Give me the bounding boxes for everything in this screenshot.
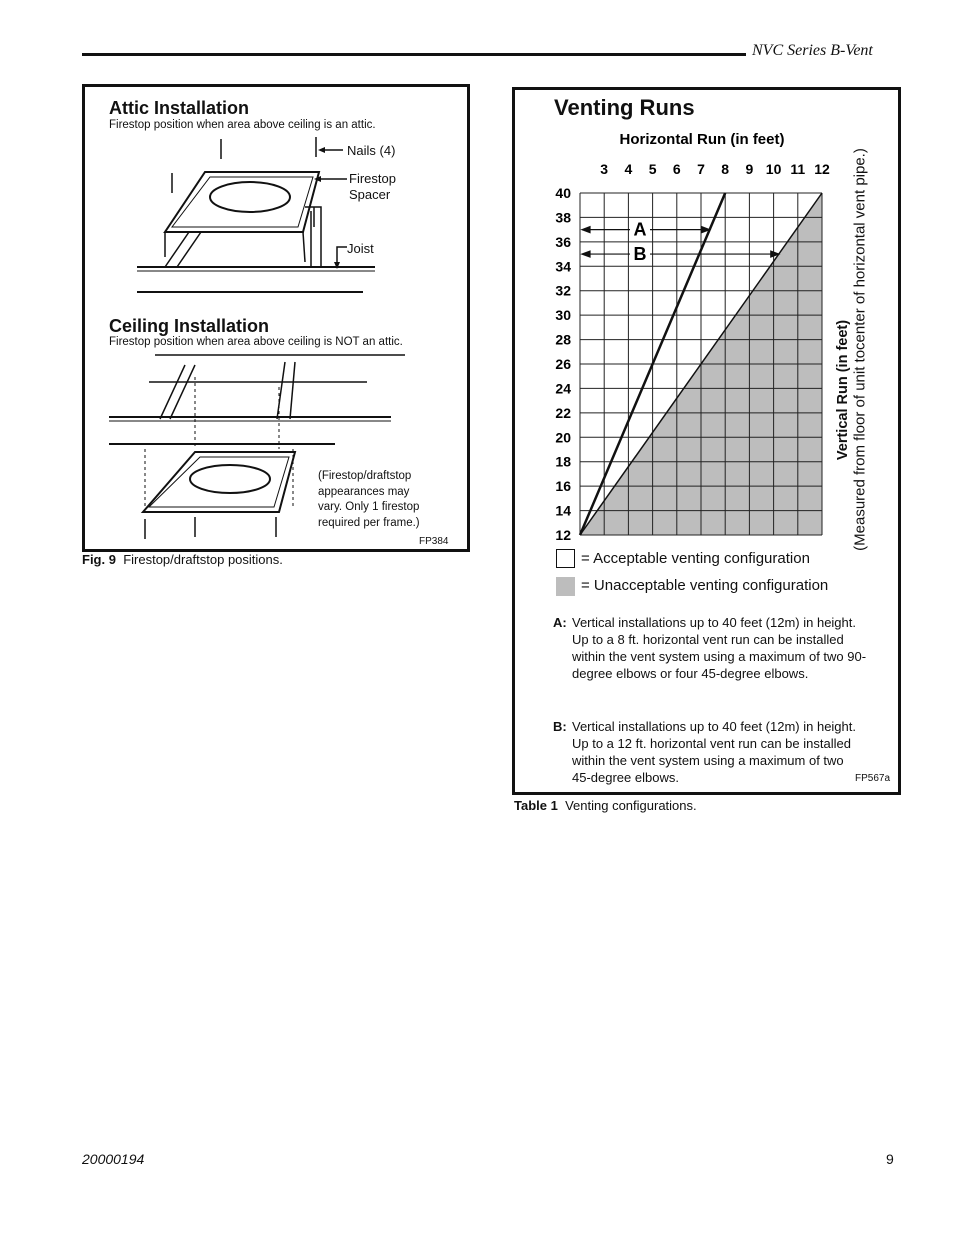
doc-number: 20000194	[82, 1151, 145, 1167]
figure-code: FP384	[419, 536, 449, 547]
y-tick-label-32: 32	[555, 282, 571, 299]
x-tick-label-11: 11	[790, 161, 806, 177]
marker-left-head-A	[582, 227, 590, 233]
note-a: A: Vertical installations up to 40 feet (12m) in height. Up to a 8 ft. horizontal vent run can be installed within the vent system using a maximum of two 90-degree elbows or four 45-degree elbows.	[553, 615, 867, 681]
x-tick-label-9: 9	[745, 161, 754, 177]
legend-unacceptable: = Unacceptable venting configuration	[581, 577, 829, 594]
y-axis-label: Vertical Run (in feet)	[835, 319, 851, 461]
y-tick-label-38: 38	[555, 209, 571, 226]
label-joist: Joist	[347, 241, 374, 256]
y-tick-label-20: 20	[555, 429, 571, 446]
y-axis-subtitle-wrapper	[845, 130, 875, 570]
x-axis-label: Horizontal Run (in feet)	[619, 131, 785, 148]
y-tick-label-24: 24	[555, 380, 571, 397]
ceiling-title: Ceiling Installation	[109, 316, 270, 336]
label-nails: Nails (4)	[347, 143, 396, 158]
x-tick-label-12: 12	[814, 161, 830, 177]
legend-swatch-unacceptable	[556, 577, 575, 596]
x-tick-label-5: 5	[648, 161, 657, 177]
table-1-caption: Table 1 Venting configurations.	[514, 798, 697, 813]
header-title: NVC Series B-Vent	[752, 42, 873, 59]
y-tick-label-26: 26	[555, 356, 571, 372]
attic-subtitle: Firestop position when area above ceiling is an attic.	[109, 119, 376, 131]
legend-acceptable: = Acceptable venting configuration	[581, 550, 810, 567]
y-tick-label-18: 18	[555, 453, 571, 470]
note-b: B: Vertical installations up to 40 feet (12m) in height. Up to a 12 ft. horizontal vent run can be installed within the vent system using a maximum of two 45-degree elbows.	[553, 719, 856, 785]
series-label-A: A	[633, 219, 647, 240]
label-firestop-line2: Spacer	[349, 187, 391, 202]
header-rule	[82, 53, 746, 56]
x-tick-label-8: 8	[721, 161, 730, 177]
table-1-panel	[512, 87, 901, 795]
x-tick-label-10: 10	[765, 161, 782, 177]
ceiling-subtitle: Firestop position when area above ceiling is NOT an attic.	[109, 336, 403, 348]
y-tick-label-12: 12	[555, 527, 571, 543]
y-tick-label-34: 34	[555, 258, 571, 275]
y-tick-label-22: 22	[555, 404, 571, 421]
x-tick-label-3: 3	[600, 161, 609, 177]
y-tick-label-40: 40	[555, 185, 571, 201]
series-label-B: B	[633, 244, 647, 265]
x-tick-label-6: 6	[672, 161, 681, 177]
marker-left-head-B	[582, 251, 590, 257]
attic-title: Attic Installation	[109, 98, 250, 118]
legend-swatch-acceptable	[556, 549, 575, 568]
table-code: FP567a	[855, 773, 891, 784]
page-number: 9	[886, 1151, 894, 1167]
x-tick-label-7: 7	[697, 161, 705, 177]
y-axis-sublabel: (Measured from floor of unit tocenter of horizontal vent pipe.)	[851, 148, 869, 551]
y-tick-label-30: 30	[555, 307, 571, 324]
y-tick-label-28: 28	[555, 331, 571, 348]
y-tick-label-14: 14	[555, 502, 571, 519]
figure-9-panel	[82, 84, 470, 552]
venting-runs-title: Venting Runs	[554, 95, 695, 120]
ceiling-note: (Firestop/draftstop appearances may vary. Only 1 firestop required per frame.)	[318, 470, 420, 529]
x-tick-label-4: 4	[624, 161, 633, 177]
label-firestop-line1: Firestop	[349, 171, 396, 186]
y-tick-label-16: 16	[555, 478, 571, 495]
y-tick-label-36: 36	[555, 233, 571, 250]
figure-9-caption: Fig. 9 Firestop/draftstop positions.	[82, 552, 283, 567]
